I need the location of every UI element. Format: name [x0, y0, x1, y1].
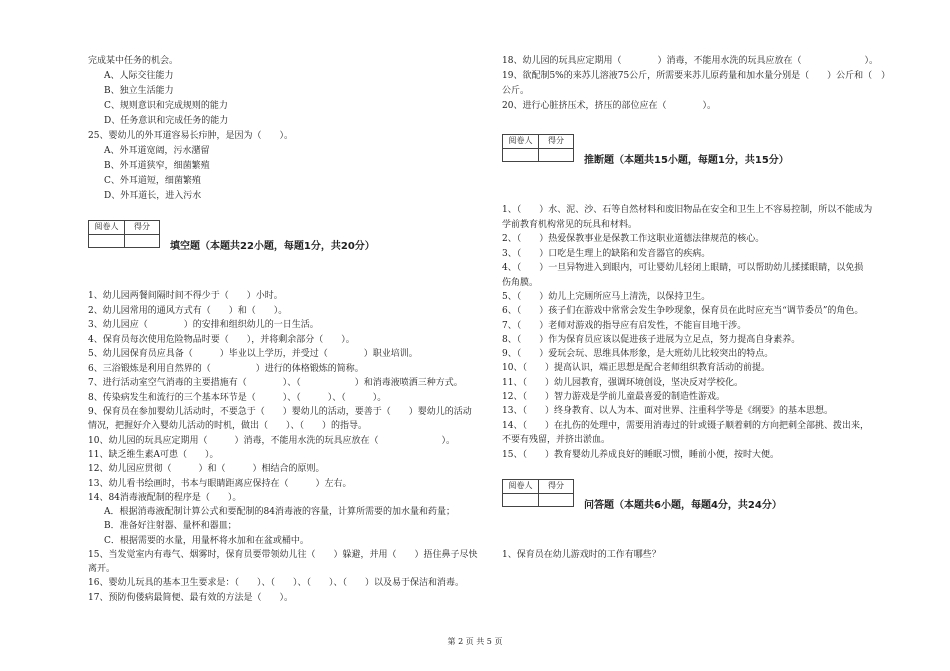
question-line: 14、（ ）在扎伤的处理中，需要用消毒过的针或镊子顺着刺的方向把刺全部挑、拨出来，: [502, 421, 869, 431]
question-line: 10、幼儿园的玩具应定期用（ ）消毒，不能用水洗的玩具应放在（ ）。: [88, 436, 455, 446]
question-line: 15、当发觉室内有毒气、烟雾时，保育员要带领幼儿往（ ）躲避，并用（ ）捂住鼻子尽快: [88, 550, 478, 560]
question-line: 18、幼儿园的玩具应定期用（ ）消毒，不能用水洗的玩具应放在（ ）。: [502, 56, 878, 66]
score-label: 得分: [539, 135, 573, 149]
question-line: 14、84消毒液配制的程序是（ ）。: [88, 493, 242, 503]
question-line: 1、（ ）水、泥、沙、石等自然材料和废旧物品在安全和卫生上不容易控制，所以不能成为: [502, 205, 873, 215]
score-label: 得分: [539, 480, 573, 494]
question-line: 13、幼儿看书绘画时，书本与眼睛距离应保持在（ ）左右。: [88, 479, 352, 489]
option-line: A、人际交往能力: [104, 71, 174, 81]
question-line: 13、（ ）终身教育、以人为本、面对世界、注重科学等是《纲要》的基本思想。: [502, 406, 833, 416]
question-line: 20、进行心脏挤压术，挤压的部位应在（ ）。: [502, 101, 716, 111]
question-line: 3、（ ）口吃是生理上的缺陷和发音器官的疾病。: [502, 249, 711, 259]
section-title-fill: 填空题（本题共22小题，每题1分，共20分）: [170, 241, 375, 252]
question-line: 11、（ ）幼儿园教育，强调环境创设，坚决反对学校化。: [502, 378, 743, 388]
option-line: D、外耳道长，进入污水: [104, 191, 202, 201]
section-title-judge: 推断题（本题共15小题，每题1分，共15分）: [584, 155, 789, 166]
question-line: 离开。: [88, 564, 116, 574]
score-box: [88, 220, 160, 248]
question-line: 8、传染病发生和流行的三个基本环节是（ ）、（ ）、（ ）。: [88, 393, 387, 403]
question-line: 19、欲配制5%的来苏儿溶液75公斤，所需要来苏儿原药量和加水量分别是（ ）公斤和（ ）: [502, 71, 891, 81]
question-line: 17、预防佝偻病最简便、最有效的方法是（ ）。: [88, 593, 293, 603]
question-line: 25、婴幼儿的外耳道容易长疖肿，是因为（ ）。: [88, 131, 293, 141]
question-line: 7、进行活动室空气消毒的主要措施有（ ）、（ ）和消毒液喷洒三种方式。: [88, 378, 463, 388]
reviewer-label: 阅卷人: [89, 221, 125, 235]
question-line: 12、（ ）智力游戏是学前儿童最喜爱的制造性游戏。: [502, 392, 725, 402]
option-line: C、规则意识和完成规则的能力: [104, 101, 228, 111]
question-line: 11、缺乏维生素A可患（ ）。: [88, 450, 219, 460]
question-line: 9、（ ）爱玩会玩、思维具体形象，是大班幼儿比较突出的特点。: [502, 349, 774, 359]
score-box: [502, 479, 574, 507]
section-title-qa: 问答题（本题共6小题，每题4分，共24分）: [584, 500, 782, 511]
option-line: C．根据需要的水量，用量杯将水加和在盆或桶中。: [104, 536, 309, 546]
question-line: 不要有残留，并挤出淤血。: [502, 435, 611, 445]
question-line: 2、（ ）热爱保教事业是保教工作这职业道德法律规范的核心。: [502, 234, 765, 244]
question-line: 伤角膜。: [502, 278, 539, 288]
option-line: D、任务意识和完成任务的能力: [104, 116, 229, 126]
option-line: B．准备好注射器、量杯和器皿；: [104, 521, 237, 531]
option-line: B、外耳道狭窄，细菌繁殖: [104, 161, 210, 171]
option-line: A．根据消毒液配制计算公式和要配制的84消毒液的容量，计算所需要的加水量和药量；: [104, 507, 455, 517]
text-line: 完成某中任务的机会。: [88, 56, 179, 66]
option-line: A、外耳道宽阔，污水潴留: [104, 146, 210, 156]
question-line: 9、保育员在参加婴幼儿活动时，不要急于（ ）婴幼儿的活动，要善于（ ）婴幼儿的活动: [88, 407, 472, 417]
question-line: 12、幼儿园应贯彻（ ）和（ ）相结合的原则。: [88, 464, 325, 474]
question-line: 公斤。: [502, 86, 530, 96]
question-line: 4、（ ）一旦异物进入到眼内，可让婴幼儿轻闭上眼睛，可以帮助幼儿揉揉眼睛，以免损: [502, 263, 864, 273]
question-line: 学前教育机构常见的玩具和材料。: [502, 220, 638, 230]
option-line: B、独立生活能力: [104, 86, 174, 96]
question-line: 6、（ ）孩子们在游戏中常常会发生争吵现象，保育员在此时应充当“调节委员”的角色。: [502, 306, 864, 316]
question-line: 4、保育员每次使用危险物品时要（ ），并将剩余部分（ ）。: [88, 335, 355, 345]
question-line: 2、幼儿园常用的通风方式有（ ）和（ ）。: [88, 306, 288, 316]
question-line: 1、幼儿园两餐间隔时间不得少于（ ）小时。: [88, 291, 283, 301]
question-line: 1、保育员在幼儿游戏时的工作有哪些？: [502, 550, 661, 560]
question-line: 15、（ ）教育婴幼儿养成良好的睡眠习惯，睡前小便，按时大便。: [502, 450, 779, 460]
reviewer-cell: [89, 235, 125, 247]
question-line: 5、（ ）幼儿上完厕所应马上清洗，以保持卫生。: [502, 292, 711, 302]
question-line: 情况，把握好介入婴幼儿活动的时机，做出（ ）、（ ）的指导。: [88, 421, 368, 431]
question-line: 8、（ ）作为保育员应该以促进孩子进展为立足点，努力提高自身素养。: [502, 335, 801, 345]
question-line: 16、婴幼儿玩具的基本卫生要求是：（ ）、（ ）、（ ）、（ ）以及易于保洁和消毒。: [88, 578, 464, 588]
score-box: [502, 134, 574, 162]
question-line: 7、（ ）老师对游戏的指导应有启发性，不能盲目地干涉。: [502, 321, 747, 331]
page-footer: 第 2 页 共 5 页: [447, 637, 503, 646]
reviewer-label: 阅卷人: [503, 480, 539, 494]
option-line: C、外耳道短，细菌繁殖: [104, 176, 201, 186]
reviewer-cell: [503, 494, 539, 506]
reviewer-cell: [503, 149, 539, 161]
question-line: 10、（ ）提高认识，端正思想是配合老师组织教育活动的前提。: [502, 363, 770, 373]
question-line: 5、幼儿园保育员应具备（ ）毕业以上学历，并受过（ ）职业培训。: [88, 349, 418, 359]
reviewer-label: 阅卷人: [503, 135, 539, 149]
score-label: 得分: [125, 221, 159, 235]
question-line: 6、三浴锻炼是利用自然界的（ ）进行的体格锻炼的简称。: [88, 364, 364, 374]
question-line: 3、幼儿园应（ ）的安排和组织幼儿的一日生活。: [88, 320, 319, 330]
